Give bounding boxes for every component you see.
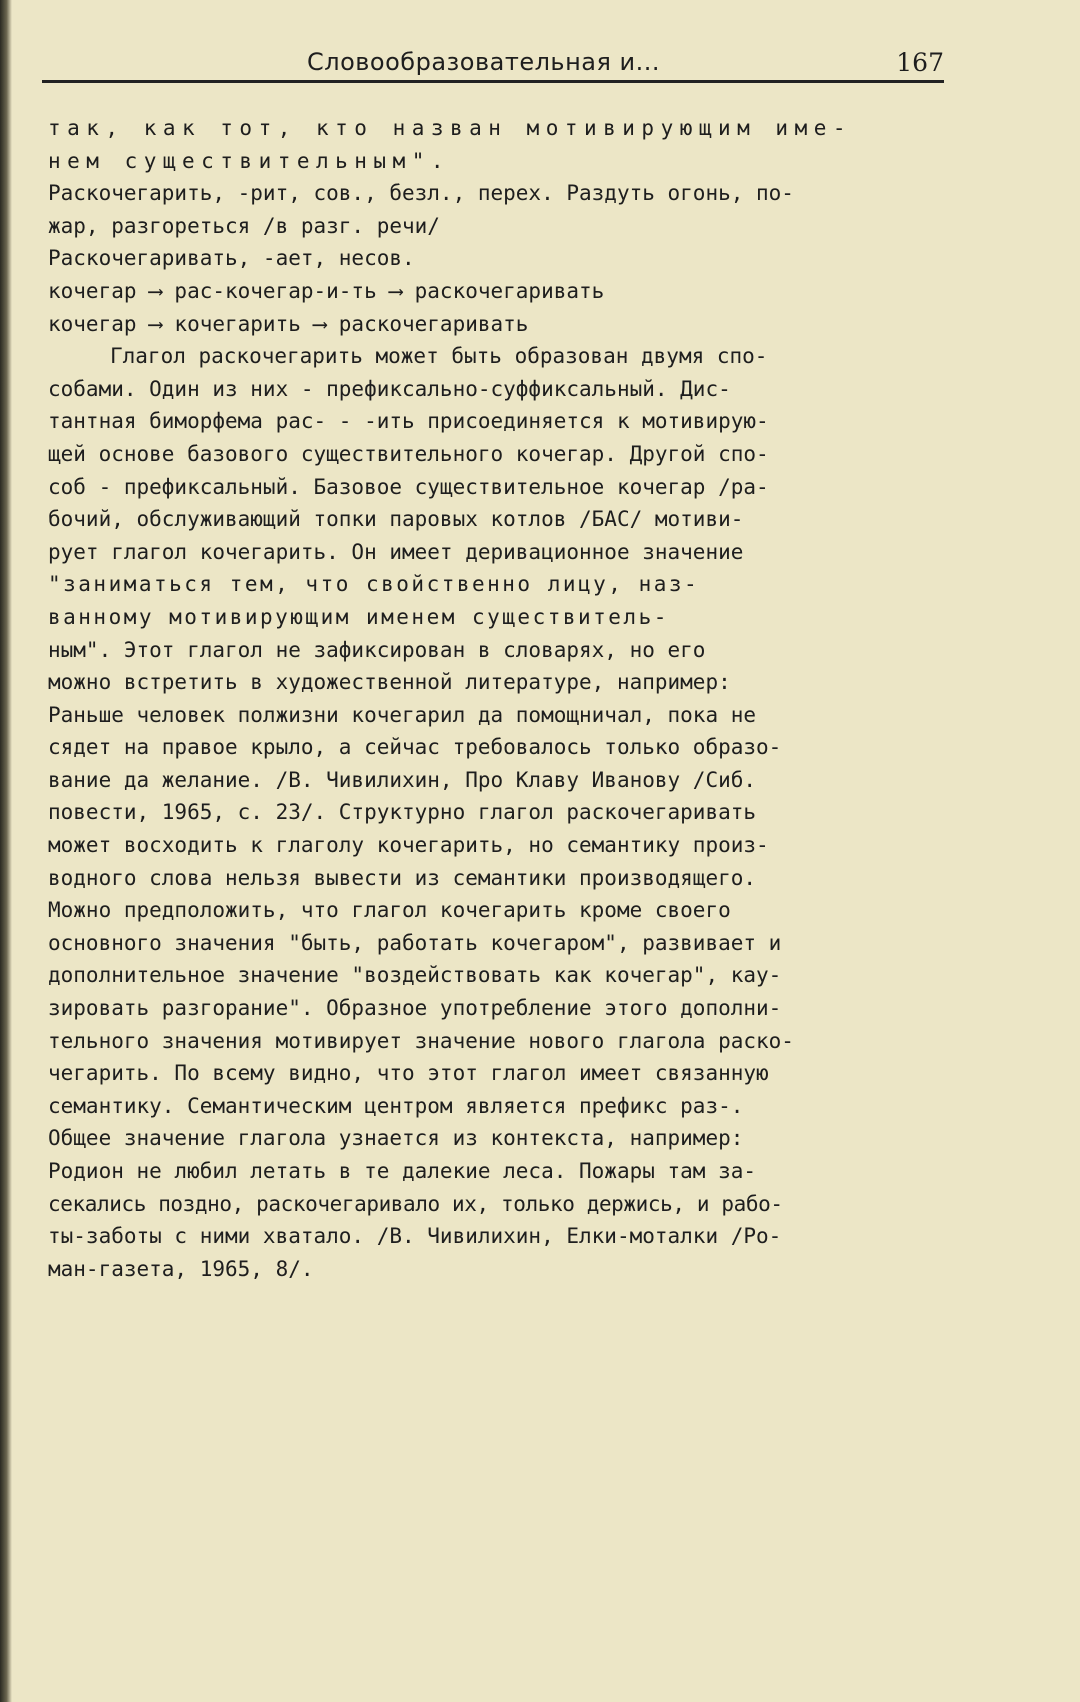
text-line: ванному мотивирующим именем существитель- (48, 604, 669, 629)
running-title: Словообразовательная и... (307, 48, 661, 76)
text-line: тельного значения мотивирует значение нового глагола раско- (48, 1028, 794, 1053)
text-line: можно встретить в художественной литературе, например: (48, 670, 731, 695)
text-line: Общее значение глагола узнается из контекста, например: (48, 1126, 744, 1151)
text-line: может восходить к глаголу кочегарить, но семантику произ- (48, 833, 769, 858)
text-line: рует глагол кочегарить. Он имеет деривационное значение (48, 539, 744, 564)
text-line: жар, разгореться /в разг. речи/ (48, 213, 440, 238)
text-line: основного значения "быть, работать кочегаром", развивает и (48, 930, 782, 955)
text-line: зировать разгорание". Образное употребление этого дополни- (48, 996, 782, 1021)
quotation-line: секались поздно, раскочегаривало их, только держись, и рабо- (48, 1191, 783, 1216)
quotation-line: ман-газета, 1965, 8/. (48, 1256, 314, 1281)
text-line: так, как тот, кто назван мотивирующим име- (48, 116, 853, 140)
text-line: дополнительное значение "воздействовать как кочегар", кау- (48, 963, 782, 988)
text-line: "заниматься тем, что свойственно лицу, наз- (48, 572, 700, 597)
text-line: водного слова нельзя вывести из семантики производящего. (48, 865, 757, 890)
text-line: собами. Один из них - префиксально-суффиксальный. Дис- (48, 376, 731, 401)
running-header (42, 46, 944, 83)
text-line: ным". Этот глагол не зафиксирован в словарях, но его (48, 637, 706, 662)
page-body (48, 112, 948, 1285)
text-line: семантику. Семантическим центром является префикс раз-. (48, 1093, 744, 1118)
text-line: тантная биморфема рас- - -ить присоединяется к мотивирую- (48, 409, 769, 434)
dictionary-entry: Раскочегаривать, -ает, несов. (48, 246, 415, 271)
derivation-chain: кочегар ⟶ кочегарить ⟶ раскочегаривать (48, 311, 529, 336)
text-line: чегарить. По всему видно, что этот глагол имеет связанную (48, 1061, 769, 1086)
text-line: нем существительным". (48, 148, 451, 173)
text-line: соб - префиксальный. Базовое существительное кочегар /ра- (48, 474, 769, 499)
page-number: 167 (896, 48, 944, 77)
quotation-line: вание да желание. /В. Чивилихин, Про Клаву Иванову /Сиб. (48, 767, 757, 792)
quotation-line: Родион не любил летать в те далекие леса. Пожары там за- (48, 1159, 757, 1183)
text-line: повести, 1965, с. 23/. Структурно глагол раскочегаривать (48, 800, 757, 825)
book-binding-shadow (0, 0, 12, 1702)
dictionary-entry: Раскочегарить, -рит, сов., безл., перех. Раздуть огонь, по- (48, 181, 794, 206)
quotation-line: ты-заботы с ними хватало. /В. Чивилихин, Елки-моталки /Ро- (48, 1224, 782, 1249)
derivation-chain: кочегар ⟶ рас-кочегар-и-ть ⟶ раскочегаривать (48, 278, 605, 303)
text-line: бочий, обслуживающий топки паровых котлов /БАС/ мотиви- (48, 507, 744, 532)
text-line: щей основе базового существительного кочегар. Другой спо- (48, 441, 769, 466)
quotation-line: Раньше человек полжизни кочегарил да помощничал, пока не (48, 702, 757, 727)
quotation-line: сядет на правое крыло, а сейчас требовалось только образо- (48, 735, 782, 760)
paragraph-start: Глагол раскочегарить может быть образован двумя спо- (110, 344, 768, 369)
text-line: Можно предположить, что глагол кочегарить кроме своего (48, 898, 731, 923)
